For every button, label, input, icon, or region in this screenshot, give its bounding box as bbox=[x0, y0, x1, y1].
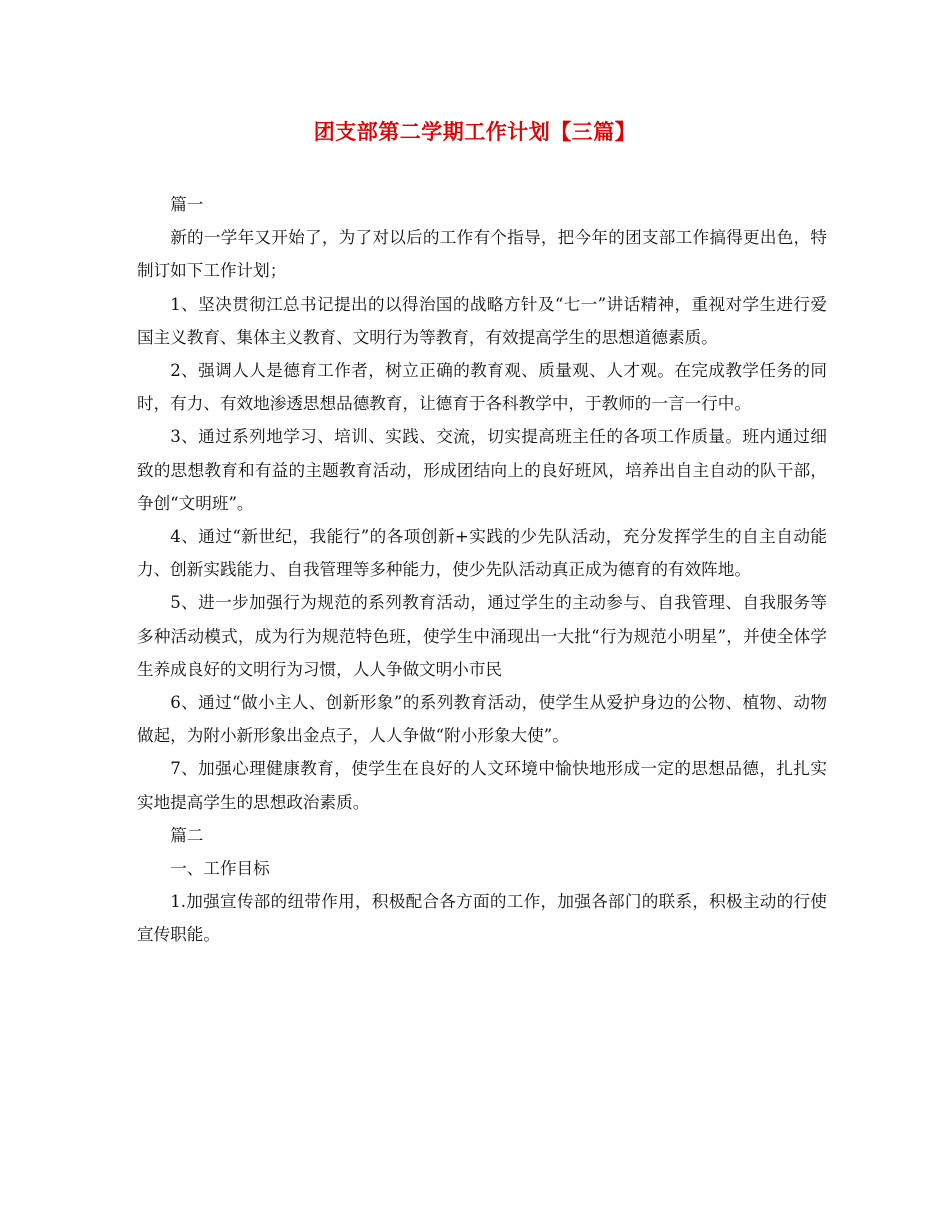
plan-item-1: 1、坚决贯彻江总书记提出的以得治国的战略方针及“七一”讲话精神，重视对学生进行爱国主义教育、集体主义教育、文明行为等教育，有效提高学生的思想道德素质。 bbox=[137, 294, 827, 347]
document-body bbox=[137, 188, 827, 952]
plan-item-7: 7、加强心理健康教育，使学生在良好的人文环境中愉快地形成一定的思想品德，扎扎实实地提高学生的思想政治素质。 bbox=[137, 759, 827, 812]
document-title: 团支部第二学期工作计划【三篇】 bbox=[313, 119, 637, 144]
plan-item-5: 5、进一步加强行为规范的系列教育活动，通过学生的主动参与、自我管理、自我服务等多种活动模式，成为行为规范特色班，使学生中涌现出一大批“行为规范小明星”，并使全体学生养成良好的文明行为习惯，人人争做文明小市民 bbox=[137, 593, 827, 679]
section-heading-part-two: 篇二 bbox=[170, 825, 204, 845]
plan-item-6: 6、通过“做小主人、创新形象”的系列教育活动，使学生从爱护身边的公物、植物、动物做起，为附小新形象出金点子，人人争做“附小形象大使”。 bbox=[137, 693, 827, 746]
plan-item-3: 3、通过系列地学习、培训、实践、交流，切实提高班主任的各项工作质量。班内通过细致的思想教育和有益的主题教育活动，形成团结向上的良好班风，培养出自主自动的队干部，争创“文明班”。 bbox=[137, 427, 827, 513]
plan-item-2: 2、强调人人是德育工作者，树立正确的教育观、质量观、人才观。在完成教学任务的同时，有力、有效地渗透思想品德教育，让德育于各科教学中，于教师的一言一行中。 bbox=[137, 361, 827, 414]
goal-item-1: 1.加强宣传部的纽带作用，积极配合各方面的工作，加强各部门的联系，积极主动的行使宣传职能。 bbox=[137, 892, 827, 945]
section-heading-part-one: 篇一 bbox=[170, 195, 204, 214]
plan-item-4: 4、通过“新世纪，我能行”的各项创新+实践的少先队活动，充分发挥学生的自主自动能力、创新实践能力、自我管理等多种能力，使少先队活动真正成为德育的有效阵地。 bbox=[137, 527, 827, 580]
intro-paragraph: 新的一学年又开始了，为了对以后的工作有个指导，把今年的团支部工作搞得更出色，特制订如下工作计划； bbox=[137, 228, 827, 281]
subheading-work-goals: 一、工作目标 bbox=[170, 859, 270, 879]
